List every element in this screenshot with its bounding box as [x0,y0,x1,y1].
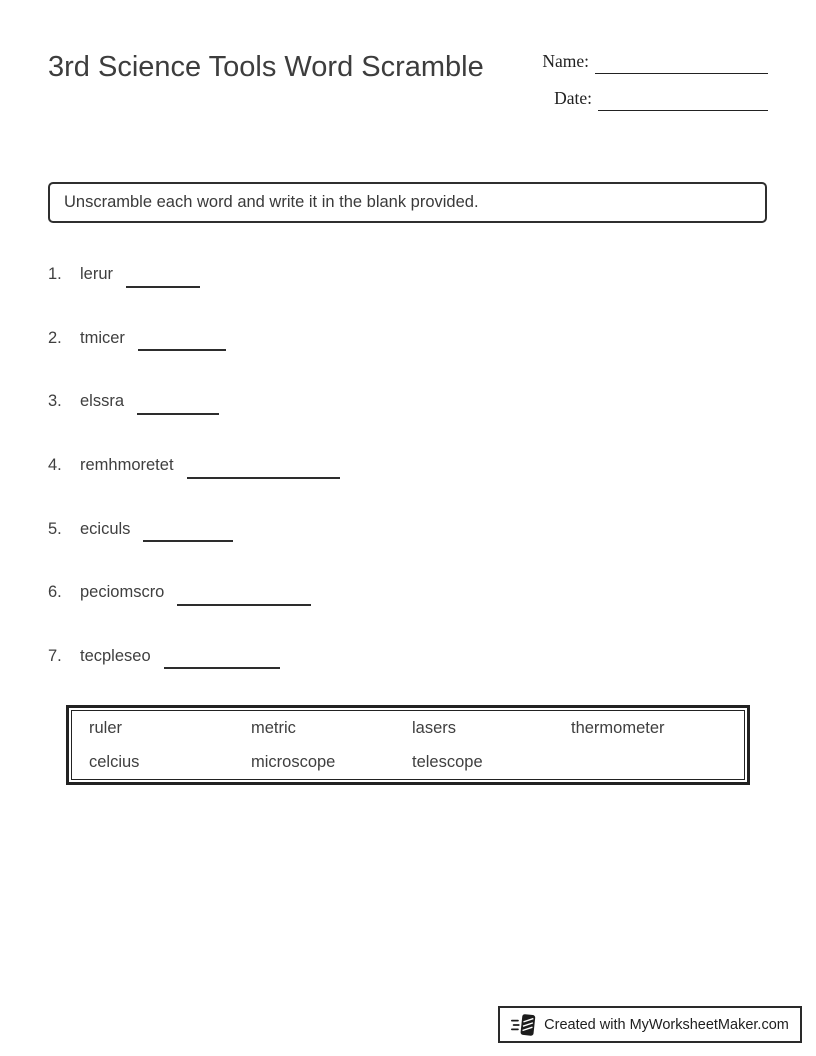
item-number: 3. [48,392,62,411]
word-bank-entry: ruler [89,718,123,737]
page-title: 3rd Science Tools Word Scramble [48,51,484,83]
word-bank-entry: microscope [251,752,336,771]
scramble-item [48,561,548,625]
item-number: 2. [48,328,62,347]
scramble-item [48,497,548,561]
answer-blank[interactable] [143,526,233,542]
scramble-item [48,370,548,434]
item-number: 4. [48,456,62,475]
word-bank-entry: metric [251,718,296,737]
word-bank-entry: celcius [89,752,140,771]
instructions-box [48,182,767,223]
scrambled-word: peciomscro [80,583,165,602]
instructions-text: Unscramble each word and write it in the blank provided. [64,193,479,211]
word-bank-entry: lasers [412,718,457,737]
answer-blank[interactable] [177,590,311,606]
scrambled-word: tmicer [80,328,125,347]
word-bank-grid [71,710,745,780]
scrambled-word: elssra [80,392,125,411]
scramble-item [48,625,548,689]
name-input-line[interactable] [595,50,768,74]
scramble-item [48,434,548,498]
scrambled-word: eciculs [80,519,131,538]
scramble-item-list [48,243,548,688]
scrambled-word: remhmoretet [80,456,174,475]
item-number: 7. [48,646,62,665]
worksheet-maker-logo-icon [511,1012,537,1038]
scrambled-word: tecpleseo [80,646,151,665]
answer-blank[interactable] [137,399,219,415]
date-input-line[interactable] [598,87,768,111]
scrambled-word: lerur [80,265,114,284]
scramble-item [48,243,548,307]
credit-badge [498,1006,802,1043]
date-label: Date: [554,88,592,108]
name-row [532,50,768,74]
answer-blank[interactable] [164,653,280,669]
item-number: 1. [48,265,62,284]
answer-blank[interactable] [126,272,200,288]
name-label: Name: [542,51,589,71]
scramble-item [48,307,548,371]
credit-text: Created with MyWorksheetMaker.com [544,1016,789,1033]
word-bank-entry: telescope [412,752,483,771]
word-bank-box [66,705,750,785]
item-number: 5. [48,519,62,538]
item-number: 6. [48,583,62,602]
answer-blank[interactable] [187,463,340,479]
date-row [532,87,768,111]
word-bank-entry: thermometer [571,718,665,737]
answer-blank[interactable] [138,335,226,351]
name-date-block [532,50,768,124]
